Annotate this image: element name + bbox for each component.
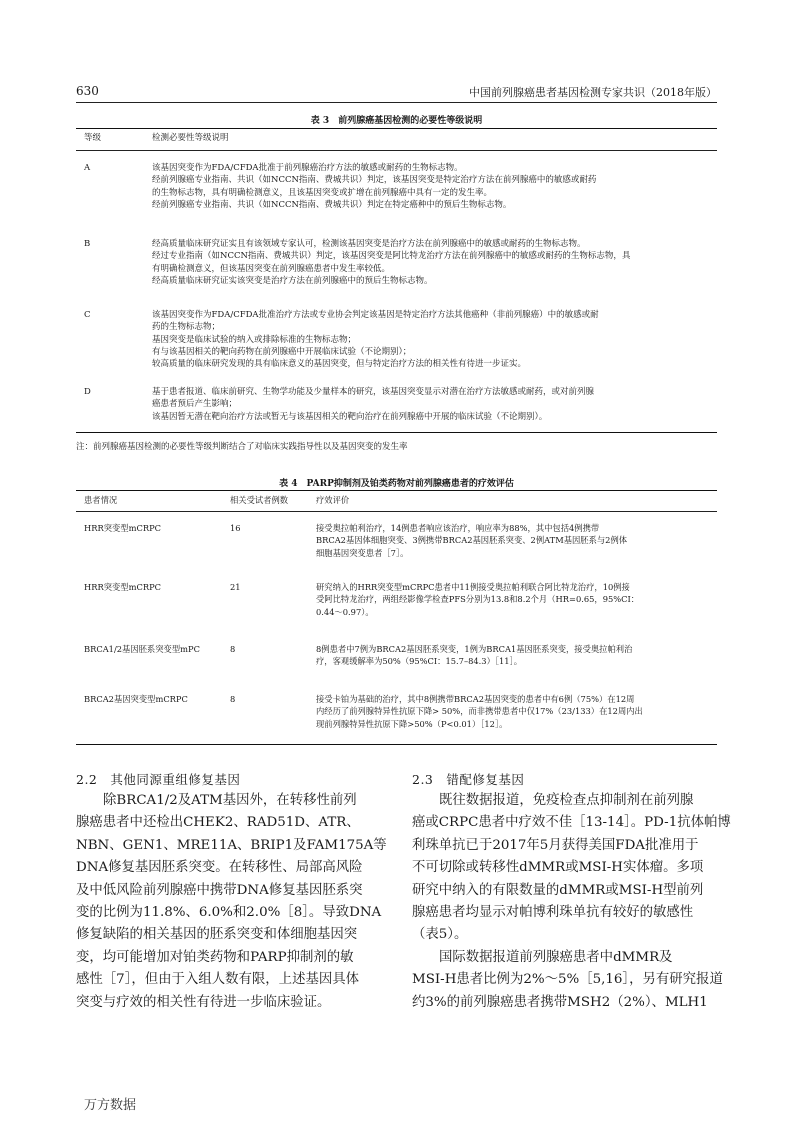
table3-row-a-line: 的生物标志物，具有明确检测意义，且该基因突变或扩增在前列腺癌中具有一定的发生率。 — [152, 187, 493, 198]
table3-caption: 表 3 前列腺癌基因检测的必要性等级说明 — [310, 116, 483, 126]
table3-header-rule — [76, 150, 717, 151]
table4-top-rule — [76, 490, 717, 491]
table3-row-b-line: 经高质量临床研究证实且有该领域专家认可，检测该基因突变是治疗方法在前列腺癌中的敏感或耐药的生物标志物。 — [152, 239, 586, 249]
table3-row-b-text — [152, 238, 712, 287]
table3-grade-b: B — [84, 239, 91, 249]
body-line: 感性［7］，但由于入组人数有限，上述基因具体 — [76, 972, 360, 988]
table3-row-b-line: 有明确检测意义，但该基因突变在前列腺癌患者中发生率较低。 — [152, 263, 391, 274]
table3-row-d-line: 基于患者报道、临床前研究、生物学功能及少量样本的研究，该基因突变显示对潜在治疗方法敏感或耐药，或对前列腺 — [152, 387, 595, 397]
table3-row-c-text — [152, 309, 712, 370]
table4-row2-line: 0.44～0.97）。 — [316, 606, 374, 617]
body-line: 腺癌患者均显示对帕博利珠单抗有较好的敏感性 — [412, 905, 694, 921]
table4-row1-line: 细胞基因突变患者［7］。 — [316, 547, 409, 558]
page-number: 630 — [76, 84, 99, 98]
table4-row1-line: BRCA2基因体细胞突变、3例携带BRCA2基因胚系突变、2例ATM基因胚系与2例体 — [316, 535, 628, 546]
table3-row-a-text — [152, 162, 712, 211]
table3-grade-d: D — [84, 387, 91, 397]
table3-row-b-line: 经高质量临床研究证实该突变是治疗方法在前列腺癌中的预后生物标志物。 — [152, 275, 433, 286]
section-2-2-body — [76, 790, 386, 1014]
body-line: MSI-H患者比例为2%～5%［5,16］，另有研究报道 — [412, 972, 723, 988]
table4-row4-line: 接受卡铂为基础的治疗，其中8例携带BRCA2基因突变的患者中有6例（75%）在12周 — [316, 694, 635, 704]
table4-row4-line: 现前列腺特异性抗原下降>50%（P<0.01）［12］。 — [316, 718, 508, 729]
table4-header-rule — [76, 511, 717, 512]
table3-grade-a: A — [84, 163, 91, 173]
section-2-3-body — [412, 790, 731, 1014]
table3-header-grade: 等级 — [84, 133, 102, 143]
body-line: 不可切除或转移性dMMR或MSI-H实体瘤。多项 — [412, 860, 704, 876]
table3-row-d-line: 该基因暂无潜在靶向治疗方法或暂无与该基因相关的靶向治疗在前列腺癌中开展的临床试验（不论期别）。 — [152, 411, 548, 422]
table3-row-a-line: 经前列腺癌专业指南、共识（如NCCN指南、费城共识）判定，该基因突变是特定治疗方法在前列腺癌中的敏感或耐药 — [152, 175, 597, 186]
body-line: 约3%的前列腺癌患者携带MSH2（2%）、MLH1 — [412, 994, 708, 1010]
table4-row4-efficacy — [316, 693, 716, 730]
table4-header-count: 相关受试者例数 — [230, 495, 289, 505]
table3-row-c-line: 基因突变是临床试验的纳入或排除标准的生物标志物； — [152, 334, 357, 345]
table4-row3-line: 疗，客观缓解率为50%（95%CI：15.7–84.3）［11］。 — [316, 656, 523, 667]
body-line: 国际数据报道前列腺癌患者中dMMR及 — [439, 949, 673, 965]
table4-row1-efficacy — [316, 522, 716, 559]
table3-header-description: 检测必要性等级说明 — [152, 133, 229, 143]
body-line: 修复缺陷的相关基因的胚系突变和体细胞基因突 — [76, 927, 358, 943]
table4-row3-line: 8例患者中7例为BRCA2基因胚系突变，1例为BRCA1基因胚系突变，接受奥拉帕利治 — [316, 644, 633, 654]
table4-header-patient: 患者情况 — [84, 495, 118, 505]
table3-note: 注：前列腺癌基因检测的必要性等级判断结合了对临床实践指导性以及基因突变的发生率 — [76, 442, 408, 452]
journal-running-title: 中国前列腺癌患者基因检测专家共识（2018年版） — [469, 86, 717, 99]
table3-row-c-line: 有与该基因相关的靶向药物在前列腺癌中开展临床试验（不论期别）； — [152, 346, 412, 357]
body-line: 变，均可能增加对铂类药物和PARP抑制剂的敏 — [76, 949, 354, 965]
table3-row-c-line: 较高质量的临床研究发现的具有临床意义的基因突变，但与特定治疗方法的相关性有待进一步证实。 — [152, 359, 527, 370]
table4-row3-efficacy — [316, 643, 716, 668]
table4-caption: 表 4 PARP抑制剂及铂类药物对前列腺癌患者的疗效评估 — [279, 479, 514, 489]
table4-row2-count: 21 — [230, 582, 241, 592]
table3-grade-c: C — [84, 310, 91, 320]
body-line: 突变与疗效的相关性有待进一步临床验证。 — [76, 994, 331, 1010]
section-2-2-heading: 2.2 其他同源重组修复基因 — [76, 772, 241, 787]
table3-row-a-line: 经前列腺癌专业指南、共识（如NCCN指南、费城共识）判定在特定癌种中的预后生物标志物。 — [152, 199, 512, 210]
table4-bottom-rule — [76, 744, 717, 745]
table4-row1-patient: HRR突变型mCRPC — [84, 523, 162, 533]
table4-row2-line: 受阿比特龙治疗，两组经影像学检查PFS分别为13.8和8.2个月（HR=0.65，95%CI： — [316, 594, 640, 605]
body-line: 研究中纳入的有限数量的dMMR或MSI-H型前列 — [412, 882, 704, 898]
table3-row-a-line: 该基因突变作为FDA/CFDA批准于前列腺癌治疗方法的敏感或耐药的生物标志物。 — [152, 163, 463, 173]
table4-row4-line: 内经历了前列腺特异性抗原下降> 50%，而非携带患者中仅17%（23/133）在12周内出 — [316, 706, 643, 717]
body-line: 除BRCA1/2及ATM基因外，在转移性前列 — [103, 793, 357, 808]
table4-row3-count: 8 — [230, 644, 236, 654]
table3-top-rule — [76, 128, 717, 129]
table4-row4-patient: BRCA2基因突变型mCRPC — [84, 694, 188, 704]
body-line: 腺癌患者中还检出CHEK2、RAD51D、ATR、 — [76, 815, 360, 831]
body-line: 既往数据报道，免疫检查点抑制剂在前列腺 — [439, 793, 694, 808]
table4-header-efficacy: 疗效评价 — [316, 495, 350, 505]
body-line: NBN、GEN1、MRE11A、BRIP1及FAM175A等 — [76, 837, 387, 853]
table4-row2-line: 研究纳入的HRR突变型mCRPC患者中11例接受奥拉帕利联合阿比特龙治疗，10例接 — [316, 582, 630, 592]
table3-row-b-line: 经过专业指南（如NCCN指南、费城共识）判定，该基因突变是阿比特龙治疗方法在前列腺癌中的敏感或耐药的生物标志物，具 — [152, 251, 631, 262]
table4-row2-patient: HRR突变型mCRPC — [84, 582, 162, 592]
body-line: 利珠单抗已于2017年5月获得美国FDA批准用于 — [412, 837, 699, 853]
body-line: DNA修复基因胚系突变。在转移性、局部高风险 — [76, 860, 363, 876]
body-line: （表5）。 — [412, 927, 468, 943]
body-line: 变的比例为11.8%、6.0%和2.0%［8］。导致DNA — [76, 905, 382, 921]
table3-row-c-line: 药的生物标志物； — [152, 322, 221, 333]
header-rule — [76, 102, 717, 103]
table4-row4-count: 8 — [230, 694, 236, 704]
table3-bottom-rule — [76, 432, 717, 433]
table3-row-d-line: 癌患者预后产生影响； — [152, 399, 238, 410]
table3-row-d-text — [152, 386, 712, 423]
table4-row2-efficacy — [316, 581, 716, 618]
table3-row-c-line: 该基因突变作为FDA/CFDA批准治疗方法或专业协会判定该基因是特定治疗方法其他癌种（非前列腺癌）中的敏感或耐 — [152, 310, 599, 320]
section-2-3-heading: 2.3 错配修复基因 — [412, 772, 525, 787]
body-line: 及中低风险前列腺癌中携带DNA修复基因胚系突 — [76, 882, 363, 898]
body-line: 癌或CRPC患者中疗效不佳［13-14］。PD-1抗体帕博 — [412, 815, 731, 831]
wanfang-watermark: 万方数据 — [84, 1098, 137, 1113]
table4-row1-count: 16 — [230, 523, 241, 533]
table4-row1-line: 接受奥拉帕利治疗，14例患者响应该治疗，响应率为88%，其中包括4例携带 — [316, 523, 600, 533]
table4-row3-patient: BRCA1/2基因胚系突变型mPC — [84, 644, 200, 654]
